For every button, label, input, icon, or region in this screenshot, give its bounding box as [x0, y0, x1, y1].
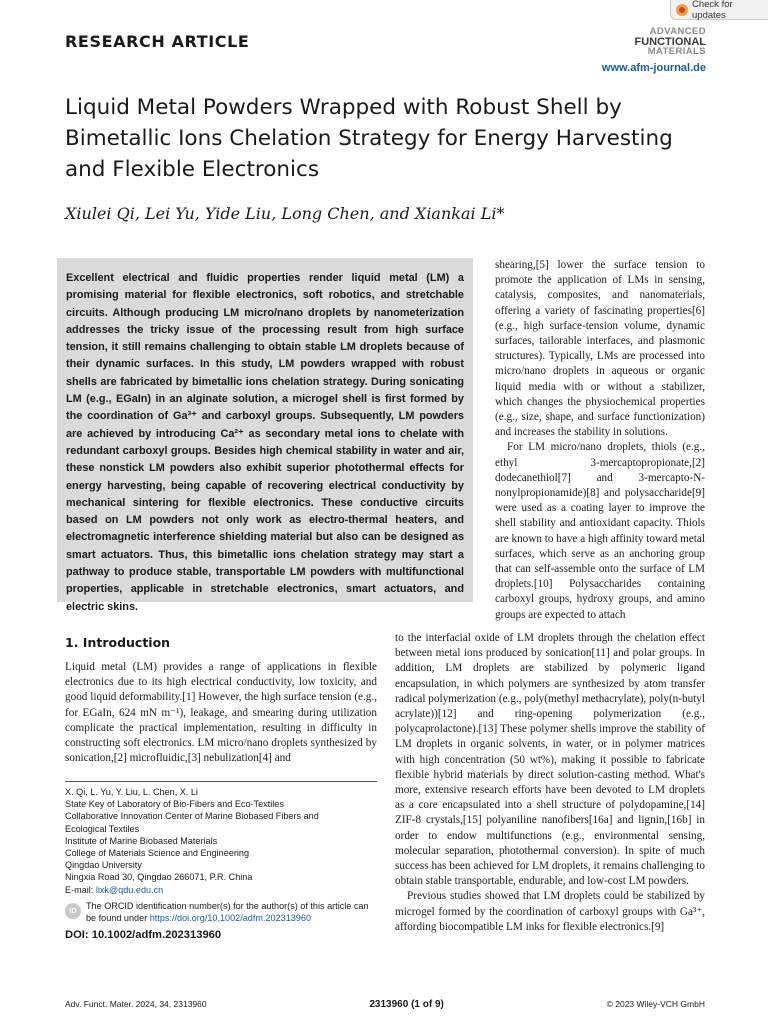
footer-copyright: © 2023 Wiley-VCH GmbH: [606, 999, 705, 1009]
orcid-note-text: The ORCID identification number(s) for the author(s) of this article can be found under: [86, 901, 369, 924]
body-paragraph-3: to the interfacial oxide of LM droplets through the chelation effect between metal ions produced by sonication[11] and polar groups. In addition, LM droplets are stabilized by polymeric ligand encapsulation, in which polymers are synthesized by atom transfer radical polymerization (e.g., poly(methyl methacrylate), poly(n-butyl acrylate))[12] and ring-opening polymerization (e.g., polycaprolactone).[13] These polymer shells improve the stability of LM droplets in organic solvents, in water, or in polymer matrices with high concentration (50 wt%), making it possible to fabricate flexible hybrid materials by direct solution-casting method. What's more, extensive research efforts have been devoted to LM droplets as a core encapsulated into a shell structure of polydopamine,[14] ZIF-8 crystals,[15] polyaniline nanofibers[16a] and lignin,[16b] in order to endow multifunctions (e.g., environmental sensing, molecular separation, photothermal conversion). In spite of much success has been achieved for LM droplets, it remains challenging to obtain stable transportable, endurable, and low-cost LM powders.: [395, 632, 705, 888]
affiliation-line: Qingdao University: [65, 860, 142, 871]
page-footer: [65, 999, 705, 1010]
doi-label: DOI: 10.1002/adfm.202313960: [65, 929, 222, 941]
affiliation-line: Ecological Textiles: [65, 823, 140, 834]
footer-page-number: 2313960 (1 of 9): [369, 999, 444, 1010]
logo-line-1: ADVANCED: [649, 26, 706, 37]
lower-right-column: [395, 631, 705, 935]
orcid-note: [65, 900, 377, 924]
right-paragraph-1: shearing,[5] lower the surface tension to promote the application of LMs in sensing, catalysis, composites, and nanomaterials, offering a variety of fascinating properties[6] (e.g., high surface-tension volume, dynamic surfaces, tailorable interfaces, and plasmonic structures). Typically, LMs are processed into micro/nano droplets in aqueous or organic liquid media with or without a stabilizer, which changes the physiochemical properties (e.g., size, shape, and surface functionization) and increases the stability in solutions.: [495, 259, 705, 439]
footer-citation: Adv. Funct. Mater. 2024, 34, 2313960: [65, 999, 207, 1009]
affiliation-names: X. Qi, L. Yu, Y. Liu, L. Chen, X. Li: [65, 787, 198, 797]
affiliation-line: Ningxia Road 30, Qingdao 266071, P.R. China: [65, 872, 253, 883]
abstract-text: Excellent electrical and fluidic properties render liquid metal (LM) a promising material for flexible electronics, soft robotics, and stretchable circuits. Although producing LM micro/nano droplets by nanometerization addresses the tricky issue of the processing result from high surface tension, it still remains challenging to obtain stable LM droplets because of their dynamic surfaces. In this study, LM powders wrapped with robust shells are fabricated by bimetallic ions chelation strategy. During sonicating LM (e.g., EGaIn) in an alginate solution, a microgel shell is first formed by the coordination of Ga³⁺ and carboxyl groups. Subsequently, LM powders are achieved by introducing Ca²⁺ as secondary metal ions to chelate with redundant carboxyl groups. Besides high chemical stability in water and air, these nonstick LM powders also exhibit superior photothermal effects for energy harvesting, being capable of recovering electrical conductivity by mechanical sintering for flexible electronics. These conductive circuits based on LM powders not only work as electro-thermal heaters, and electromagnetic interference shielding material but also can be designed as smart actuators. Thus, this bimetallic ions chelation strategy may start a pathway to produce stable, transportable LM powders with multifunctional properties, applicable in stretchable electronics, smart actuators, and electric skins.: [66, 272, 464, 613]
intro-paragraph: Liquid metal (LM) provides a range of applications in flexible electronics due to its high electrical conductivity, low toxicity, and good liquid deformability.[1] However, the high surface tension (e.g., for EGaIn, 624 mN m⁻¹), leakage, and smearing during utilization complicate the practical implementation, resulting in difficulty in constructing soft electronics. LM micro/nano droplets synthesized by sonication,[2] microfluidic,[3] nebulization[4] and: [65, 661, 377, 765]
body-paragraph-4: Previous studies showed that LM droplets could be stabilized by microgel formed by the coordination of carboxyl groups with Ga³⁺, affording biocompatible LM inks for flexible electronics.[9]: [395, 890, 705, 933]
right-paragraph-2: For LM micro/nano droplets, thiols (e.g., ethyl 3-mercaptopropionate,[2] dodecanethiol[7] and 3-mercapto-N-nonylpropionamide)[8] and polysaccharide[9] were used as a coating layer to improve the shell stability and antioxidant capacity. Thiols are known to have a high affinity toward metal surfaces, which serve as an anchoring group that can self-assemble onto the surface of LM droplets.[10] Polysaccharides containing carboxyl groups, hydroxy groups, and amino groups are expected to attach: [495, 441, 705, 621]
email-label: E-mail:: [65, 884, 94, 895]
section-heading-introduction: 1. Introduction: [65, 635, 171, 650]
email-row: [65, 884, 377, 896]
affiliation-line: College of Materials Science and Engineering: [65, 848, 250, 859]
logo-line-3: MATERIALS: [647, 46, 706, 57]
affiliation-line: State Key of Laboratory of Bio-Fibers and Eco-Textiles: [65, 799, 284, 810]
right-column: [495, 258, 705, 623]
orcid-text: [86, 900, 377, 924]
email-link[interactable]: lixk@qdu.edu.cn: [95, 884, 164, 895]
orcid-link[interactable]: https://doi.org/10.1002/adfm.202313960: [149, 913, 312, 924]
section-label: RESEARCH ARTICLE: [65, 32, 250, 51]
update-badge-icon: [676, 4, 688, 16]
abstract-box: [57, 258, 473, 613]
journal-logo: [628, 27, 706, 57]
intro-left-column: [65, 660, 377, 766]
affiliation-line: Institute of Marine Biobased Materials: [65, 835, 218, 846]
affiliation-line: Collaborative Innovation Center of Marine Biobased Fibers and: [65, 811, 319, 822]
orcid-icon: iD: [65, 903, 81, 919]
author-list: Xiulei Qi, Lei Yu, Yide Liu, Long Chen, and Xiankai Li*: [65, 204, 505, 223]
journal-url-link[interactable]: www.afm-journal.de: [601, 62, 706, 74]
author-affiliations: [65, 781, 377, 896]
logo-line-2: FUNCTIONAL: [634, 36, 706, 48]
article-title: Liquid Metal Powders Wrapped with Robust Shell by Bimetallic Ions Chelation Strategy for Energy Harvesting and Flexible Electronics: [65, 95, 673, 182]
check-updates-label: Check for updates: [692, 0, 733, 21]
check-for-updates-button[interactable]: [670, 0, 768, 20]
